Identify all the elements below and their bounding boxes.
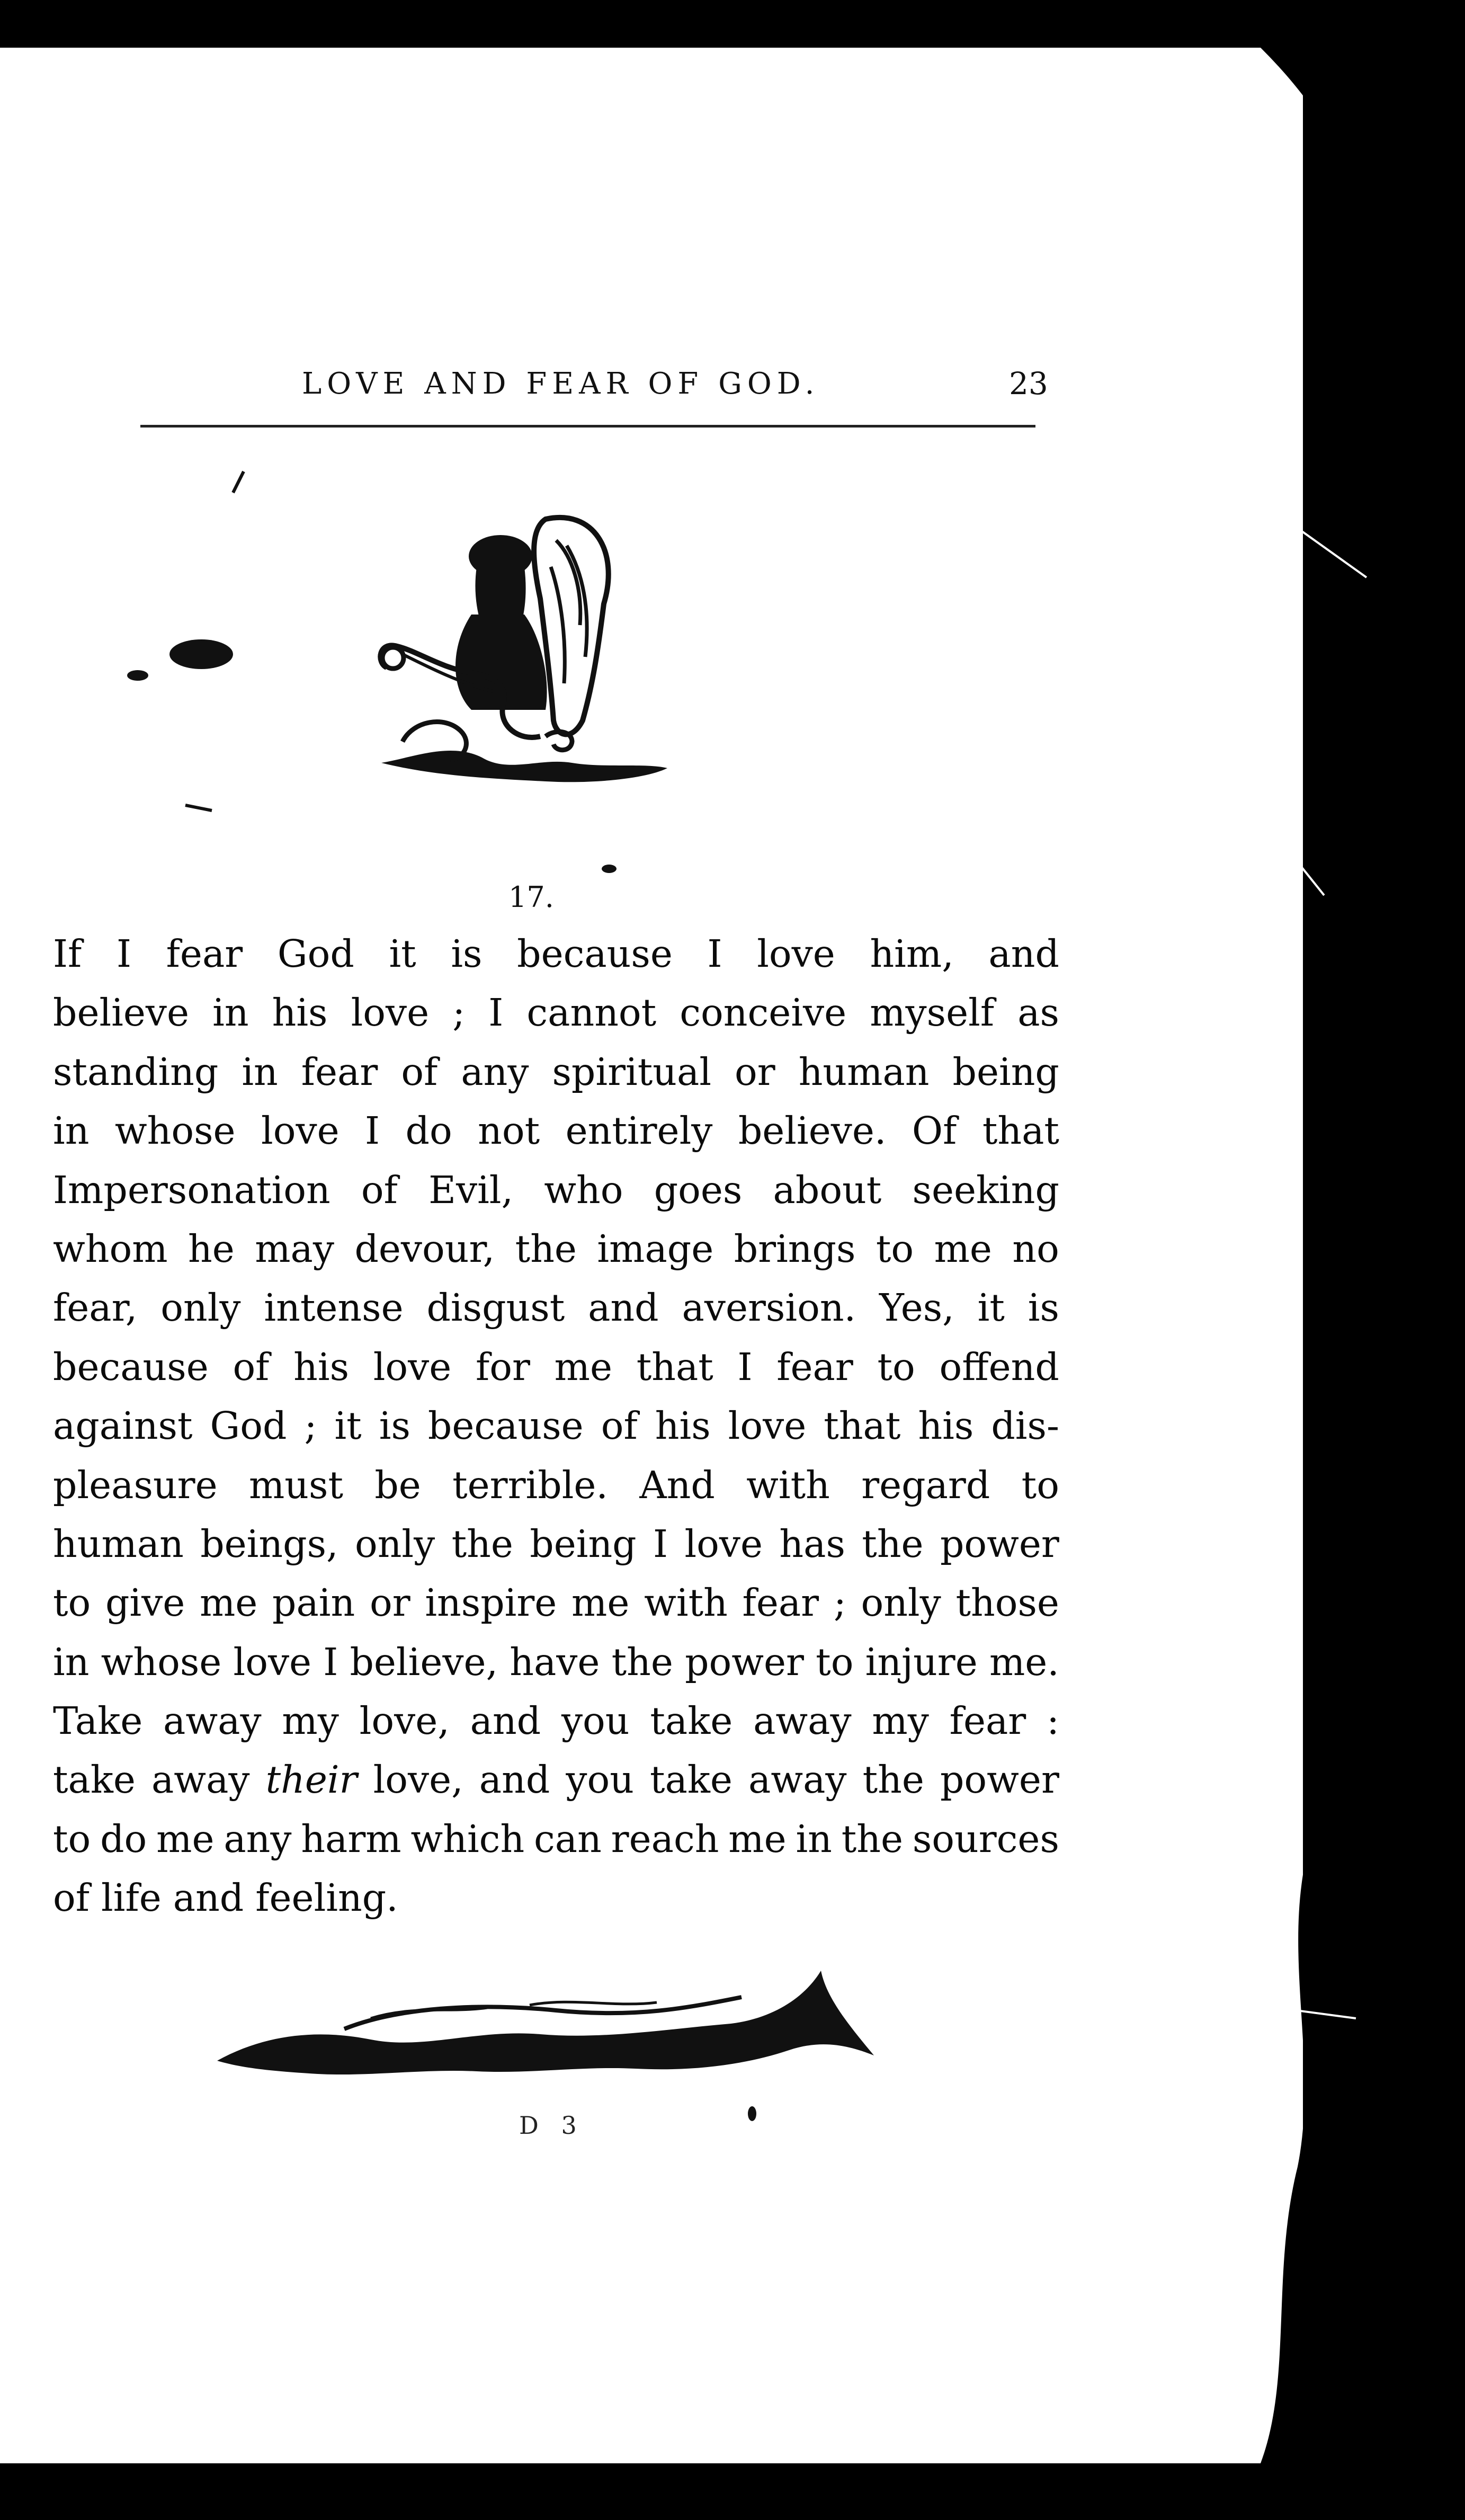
word: in (53, 1640, 90, 1684)
word: the (841, 1816, 903, 1861)
word: me (554, 1344, 612, 1389)
word: human (798, 1049, 930, 1094)
word: only (861, 1581, 941, 1625)
word: take (650, 1758, 732, 1802)
word: only (354, 1521, 435, 1566)
word: me (156, 1816, 215, 1861)
word: dis- (991, 1404, 1059, 1448)
word: aversion. (682, 1286, 856, 1330)
word: their (265, 1758, 358, 1802)
word: I (653, 1521, 668, 1566)
word: which (410, 1816, 525, 1861)
word: harm (301, 1816, 401, 1861)
word: to (876, 1226, 914, 1271)
word: you (566, 1758, 634, 1802)
word: fear (949, 1699, 1026, 1743)
word: the (862, 1758, 924, 1802)
word: whose (101, 1640, 222, 1684)
word: believe. (738, 1109, 887, 1153)
word: give (105, 1581, 185, 1625)
word: of (53, 1876, 90, 1920)
word: his (918, 1404, 974, 1448)
word: as (1017, 991, 1059, 1035)
word: fear (166, 932, 243, 976)
word: believe, (350, 1640, 498, 1684)
word: he (188, 1226, 235, 1271)
word: must (248, 1463, 343, 1507)
word: love (261, 1109, 340, 1153)
word: in (242, 1049, 278, 1094)
word: about (773, 1168, 882, 1212)
word: God (210, 1404, 287, 1448)
word: it (977, 1286, 1005, 1330)
word: who (544, 1168, 623, 1212)
word: in (53, 1109, 90, 1153)
word: believe (53, 991, 190, 1035)
word: image (597, 1226, 714, 1271)
word: in (796, 1816, 832, 1861)
word: fear, (53, 1286, 138, 1330)
word: the (515, 1226, 577, 1271)
word: that (982, 1109, 1059, 1153)
word: Evil, (428, 1168, 514, 1212)
word: and (479, 1758, 550, 1802)
word: love (684, 1521, 763, 1566)
word: of (233, 1344, 270, 1389)
word: the (862, 1521, 924, 1566)
word: ; (452, 991, 466, 1035)
word: me (199, 1581, 258, 1625)
word: and (588, 1286, 659, 1330)
word: Of (912, 1109, 957, 1153)
word: and (470, 1699, 541, 1743)
word: my (872, 1699, 929, 1743)
word: devour, (354, 1226, 495, 1271)
word: of (601, 1404, 638, 1448)
word: terrible. (452, 1463, 608, 1507)
word: love, (373, 1758, 463, 1802)
word: entirely (565, 1109, 713, 1153)
word: injure (865, 1640, 978, 1684)
word: to (1021, 1463, 1059, 1507)
word: the (451, 1521, 513, 1566)
word: Impersonation (53, 1168, 330, 1212)
word: And (639, 1463, 715, 1507)
word: If (53, 932, 82, 976)
word: only (160, 1286, 241, 1330)
word: God (277, 932, 354, 976)
word: being (530, 1521, 637, 1566)
word: away (753, 1699, 852, 1743)
word: ; (304, 1404, 317, 1448)
word: of (361, 1168, 398, 1212)
word: his (293, 1344, 350, 1389)
word: ; (833, 1581, 846, 1625)
signature-mark: D 3 (519, 2111, 584, 2140)
word: me. (989, 1640, 1059, 1684)
word: being (952, 1049, 1059, 1094)
word: power (940, 1758, 1059, 1802)
word: whose (114, 1109, 236, 1153)
word: because (53, 1344, 209, 1389)
word: fear (301, 1049, 378, 1094)
word: him, (870, 932, 954, 976)
word: offend (939, 1344, 1059, 1389)
word: or (735, 1049, 775, 1094)
word: his (272, 991, 328, 1035)
word: beings, (200, 1521, 338, 1566)
word: sources (912, 1816, 1059, 1861)
page-edge-shadow (1261, 48, 1465, 2463)
word: pleasure (53, 1463, 218, 1507)
word: life (101, 1876, 162, 1920)
word: have (510, 1640, 600, 1684)
word: for (476, 1344, 530, 1389)
page-number: 23 (1009, 366, 1048, 402)
word: me (934, 1226, 992, 1271)
word: it (389, 932, 416, 976)
word: I (365, 1109, 380, 1153)
word: against (53, 1404, 193, 1448)
word: cannot (526, 991, 657, 1035)
word: because (427, 1404, 584, 1448)
word: to (877, 1344, 915, 1389)
word: pain (272, 1581, 355, 1625)
word: seeking (912, 1168, 1059, 1212)
word: can (534, 1816, 602, 1861)
word: I (116, 932, 132, 976)
word: : (1047, 1699, 1059, 1743)
word: love (351, 991, 430, 1035)
word: myself (870, 991, 995, 1035)
word: regard (861, 1463, 990, 1507)
word: to (53, 1816, 91, 1861)
word: the (611, 1640, 673, 1684)
word: because (517, 932, 673, 976)
word: away (151, 1758, 250, 1802)
word: whom (53, 1226, 168, 1271)
word: any (224, 1816, 292, 1861)
word: that (636, 1344, 713, 1389)
word: I (488, 991, 504, 1035)
word: I (737, 1344, 753, 1389)
word: feeling. (255, 1876, 398, 1920)
word: or (369, 1581, 410, 1625)
word: any (461, 1049, 529, 1094)
word: spiritual (552, 1049, 712, 1094)
section-number: 17. (508, 880, 554, 914)
word: not (478, 1109, 540, 1153)
word: inspire (425, 1581, 557, 1625)
word: and (988, 932, 1059, 976)
word: of (401, 1049, 438, 1094)
ink-specks (0, 48, 1303, 2463)
word: is (379, 1404, 410, 1448)
word: has (779, 1521, 845, 1566)
word: that (824, 1404, 901, 1448)
word: fear (776, 1344, 853, 1389)
word: standing (53, 1049, 219, 1094)
word: Yes, (879, 1286, 954, 1330)
word: reach (611, 1816, 719, 1861)
word: away (748, 1758, 847, 1802)
word: power (940, 1521, 1059, 1566)
word: I (323, 1640, 338, 1684)
word: disgust (426, 1286, 565, 1330)
word: to (53, 1581, 91, 1625)
word: and (173, 1876, 244, 1920)
word: love (373, 1344, 452, 1389)
word: to (816, 1640, 854, 1684)
word: I (707, 932, 722, 976)
book-page (0, 48, 1303, 2463)
word: his (655, 1404, 711, 1448)
word: fear (742, 1581, 819, 1625)
word: brings (734, 1226, 856, 1271)
word: goes (654, 1168, 743, 1212)
word: you (561, 1699, 630, 1743)
word: is (451, 932, 483, 976)
word: do (405, 1109, 452, 1153)
word: me (571, 1581, 630, 1625)
word: in (212, 991, 249, 1035)
word: conceive (680, 991, 847, 1035)
word: may (255, 1226, 334, 1271)
word: is (1028, 1286, 1059, 1330)
word: love, (359, 1699, 450, 1743)
word: love (233, 1640, 312, 1684)
word: me (728, 1816, 787, 1861)
word: power (685, 1640, 804, 1684)
word: human (53, 1521, 184, 1566)
word: take (53, 1758, 136, 1802)
word: with (644, 1581, 728, 1625)
word: do (100, 1816, 147, 1861)
word: my (282, 1699, 339, 1743)
word: away (163, 1699, 262, 1743)
word: with (746, 1463, 830, 1507)
running-title: LOVE AND FEAR OF GOD. (302, 367, 820, 401)
word: those (955, 1581, 1059, 1625)
word: love (757, 932, 835, 976)
word: take (650, 1699, 733, 1743)
word: it (334, 1404, 362, 1448)
word: intense (264, 1286, 404, 1330)
word: be (374, 1463, 421, 1507)
word: Take (53, 1699, 143, 1743)
word: love (728, 1404, 807, 1448)
word: no (1012, 1226, 1059, 1271)
